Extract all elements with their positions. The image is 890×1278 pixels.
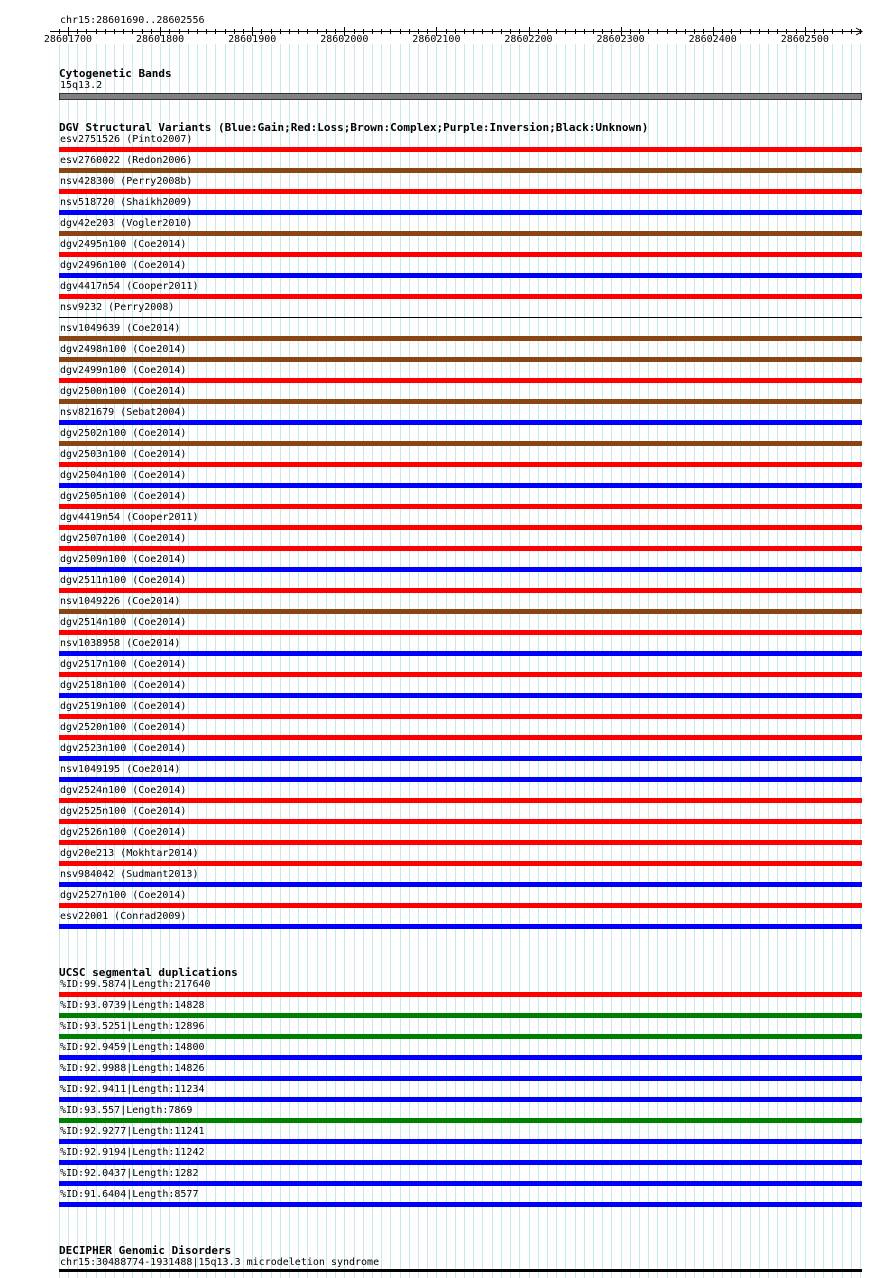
ruler-tick-label: 28602500: [780, 34, 829, 45]
dgv-feature-label[interactable]: dgv2495n100 (Coe2014): [60, 239, 187, 250]
segdups-feature-bar[interactable]: [59, 1118, 862, 1123]
dgv-feature-bar[interactable]: [59, 441, 862, 446]
dgv-feature-bar[interactable]: [59, 630, 862, 635]
segdups-feature-label[interactable]: %ID:93.0739|Length:14828: [60, 1000, 205, 1011]
dgv-feature-label[interactable]: dgv2527n100 (Coe2014): [60, 890, 187, 901]
dgv-track-title: DGV Structural Variants (Blue:Gain;Red:Loss;Brown:Complex;Purple:Inversion;Black:Unknown): [59, 121, 649, 134]
segdups-feature-bar[interactable]: [59, 1160, 862, 1165]
ruler-tick-label: 28602000: [320, 34, 369, 45]
segdups-feature-label[interactable]: %ID:92.9411|Length:11234: [60, 1084, 205, 1095]
dgv-feature-bar[interactable]: [59, 420, 862, 425]
dgv-feature-bar[interactable]: [59, 378, 862, 383]
dgv-feature-label[interactable]: esv2760022 (Redon2006): [60, 155, 193, 166]
dgv-feature-bar[interactable]: [59, 651, 862, 656]
dgv-feature-label[interactable]: dgv4417n54 (Cooper2011): [60, 281, 199, 292]
dgv-feature-bar[interactable]: [59, 840, 862, 845]
ruler-arrow: [856, 28, 862, 35]
dgv-feature-label[interactable]: dgv2502n100 (Coe2014): [60, 428, 187, 439]
dgv-feature-bar[interactable]: [59, 336, 862, 341]
segdups-feature-label[interactable]: %ID:99.5874|Length:217640: [60, 979, 211, 990]
segdups-track-title: UCSC segmental duplications: [59, 966, 238, 979]
dgv-feature-bar[interactable]: [59, 147, 862, 152]
dgv-feature-bar[interactable]: [59, 693, 862, 698]
dgv-feature-bar[interactable]: [59, 609, 862, 614]
dgv-feature-bar[interactable]: [59, 210, 862, 215]
cytoband-label[interactable]: 15q13.2: [60, 80, 103, 91]
ruler-tick-label: 28601900: [228, 34, 277, 45]
dgv-feature-label[interactable]: dgv2523n100 (Coe2014): [60, 743, 187, 754]
dgv-feature-label[interactable]: dgv2518n100 (Coe2014): [60, 680, 187, 691]
dgv-feature-label[interactable]: dgv2500n100 (Coe2014): [60, 386, 187, 397]
dgv-feature-label[interactable]: dgv2499n100 (Coe2014): [60, 365, 187, 376]
dgv-feature-label[interactable]: dgv2496n100 (Coe2014): [60, 260, 187, 271]
dgv-feature-bar[interactable]: [59, 189, 862, 194]
dgv-feature-bar[interactable]: [59, 252, 862, 257]
dgv-feature-bar[interactable]: [59, 588, 862, 593]
dgv-feature-bar[interactable]: [59, 819, 862, 824]
dgv-feature-label[interactable]: esv22001 (Conrad2009): [60, 911, 187, 922]
dgv-feature-bar[interactable]: [59, 798, 862, 803]
dgv-feature-bar[interactable]: [59, 294, 862, 299]
dgv-feature-label[interactable]: dgv20e213 (Mokhtar2014): [60, 848, 199, 859]
decipher-feature-label[interactable]: chr15:30488774-1931488|15q13.3 microdeletion syndrome: [60, 1257, 380, 1268]
dgv-feature-label[interactable]: esv2751526 (Pinto2007): [60, 134, 193, 145]
segdups-feature-bar[interactable]: [59, 1181, 862, 1186]
segdups-feature-label[interactable]: %ID:93.557|Length:7869: [60, 1105, 193, 1116]
segdups-feature-bar[interactable]: [59, 1076, 862, 1081]
segdups-feature-bar[interactable]: [59, 1097, 862, 1102]
dgv-feature-label[interactable]: nsv1049195 (Coe2014): [60, 764, 181, 775]
dgv-feature-label[interactable]: nsv1038958 (Coe2014): [60, 638, 181, 649]
segdups-feature-label[interactable]: %ID:92.9194|Length:11242: [60, 1147, 205, 1158]
dgv-feature-label[interactable]: nsv821679 (Sebat2004): [60, 407, 187, 418]
dgv-feature-label[interactable]: dgv2507n100 (Coe2014): [60, 533, 187, 544]
dgv-feature-label[interactable]: dgv42e203 (Vogler2010): [60, 218, 193, 229]
dgv-feature-label[interactable]: dgv2509n100 (Coe2014): [60, 554, 187, 565]
dgv-feature-bar[interactable]: [59, 714, 862, 719]
segdups-feature-label[interactable]: %ID:92.0437|Length:1282: [60, 1168, 199, 1179]
dgv-feature-bar[interactable]: [59, 882, 862, 887]
segdups-feature-bar[interactable]: [59, 1139, 862, 1144]
cytobands-track-title: Cytogenetic Bands: [59, 67, 172, 80]
segdups-feature-label[interactable]: %ID:93.5251|Length:12896: [60, 1021, 205, 1032]
dgv-feature-label[interactable]: dgv2517n100 (Coe2014): [60, 659, 187, 670]
ruler-tick-label: 28601700: [43, 34, 93, 45]
segdups-feature-bar[interactable]: [59, 1202, 862, 1207]
dgv-feature-bar[interactable]: [59, 903, 862, 908]
dgv-feature-label[interactable]: nsv1049639 (Coe2014): [60, 323, 181, 334]
dgv-feature-label[interactable]: dgv2498n100 (Coe2014): [60, 344, 187, 355]
dgv-feature-bar[interactable]: [59, 317, 862, 318]
dgv-feature-label[interactable]: dgv2525n100 (Coe2014): [60, 806, 187, 817]
decipher-feature-bar[interactable]: [59, 1269, 862, 1272]
dgv-feature-bar[interactable]: [59, 567, 862, 572]
segdups-feature-label[interactable]: %ID:92.9459|Length:14800: [60, 1042, 205, 1053]
dgv-feature-label[interactable]: nsv518720 (Shaikh2009): [60, 197, 193, 208]
dgv-feature-label[interactable]: dgv2526n100 (Coe2014): [60, 827, 187, 838]
dgv-feature-label[interactable]: nsv428300 (Perry2008b): [60, 176, 193, 187]
dgv-feature-label[interactable]: nsv9232 (Perry2008): [60, 302, 175, 313]
dgv-feature-label[interactable]: dgv2503n100 (Coe2014): [60, 449, 187, 460]
dgv-feature-label[interactable]: dgv4419n54 (Cooper2011): [60, 512, 199, 523]
ruler-tick-label: 28602200: [504, 34, 553, 45]
dgv-feature-bar[interactable]: [59, 756, 862, 761]
cytoband-bar[interactable]: [59, 93, 862, 100]
dgv-feature-bar[interactable]: [59, 525, 862, 530]
dgv-feature-label[interactable]: dgv2524n100 (Coe2014): [60, 785, 187, 796]
dgv-feature-label[interactable]: dgv2504n100 (Coe2014): [60, 470, 187, 481]
dgv-feature-label[interactable]: dgv2511n100 (Coe2014): [60, 575, 187, 586]
ruler-title: chr15:28601690..28602556: [60, 15, 205, 26]
segdups-feature-bar[interactable]: [59, 1034, 862, 1039]
dgv-feature-bar[interactable]: [59, 357, 862, 362]
dgv-feature-bar[interactable]: [59, 672, 862, 677]
dgv-feature-label[interactable]: dgv2505n100 (Coe2014): [60, 491, 187, 502]
dgv-feature-bar[interactable]: [59, 735, 862, 740]
segdups-feature-bar[interactable]: [59, 1055, 862, 1060]
dgv-feature-label[interactable]: nsv1049226 (Coe2014): [60, 596, 181, 607]
dgv-feature-label[interactable]: dgv2520n100 (Coe2014): [60, 722, 187, 733]
dgv-feature-bar[interactable]: [59, 924, 862, 929]
dgv-feature-bar[interactable]: [59, 168, 862, 173]
segdups-feature-label[interactable]: %ID:91.6404|Length:8577: [60, 1189, 199, 1200]
dgv-feature-label[interactable]: dgv2519n100 (Coe2014): [60, 701, 187, 712]
segdups-feature-label[interactable]: %ID:92.9277|Length:11241: [60, 1126, 205, 1137]
segdups-feature-bar[interactable]: [59, 992, 862, 997]
dgv-feature-bar[interactable]: [59, 273, 862, 278]
dgv-feature-bar[interactable]: [59, 231, 862, 236]
ruler-tick-label: 28602300: [596, 34, 645, 45]
dgv-feature-label[interactable]: dgv2514n100 (Coe2014): [60, 617, 187, 628]
ruler-tick-label: 28601800: [136, 34, 185, 45]
segdups-feature-label[interactable]: %ID:92.9988|Length:14826: [60, 1063, 205, 1074]
dgv-feature-bar[interactable]: [59, 504, 862, 509]
dgv-feature-bar[interactable]: [59, 483, 862, 488]
dgv-feature-bar[interactable]: [59, 399, 862, 404]
dgv-feature-bar[interactable]: [59, 777, 862, 782]
dgv-feature-bar[interactable]: [59, 462, 862, 467]
ruler-tick-label: 28602100: [412, 34, 461, 45]
segdups-feature-bar[interactable]: [59, 1013, 862, 1018]
dgv-feature-bar[interactable]: [59, 861, 862, 866]
dgv-feature-label[interactable]: nsv984042 (Sudmant2013): [60, 869, 199, 880]
ruler-tick-label: 28602400: [688, 34, 737, 45]
dgv-feature-bar[interactable]: [59, 546, 862, 551]
decipher-track-title: DECIPHER Genomic Disorders: [59, 1244, 232, 1257]
